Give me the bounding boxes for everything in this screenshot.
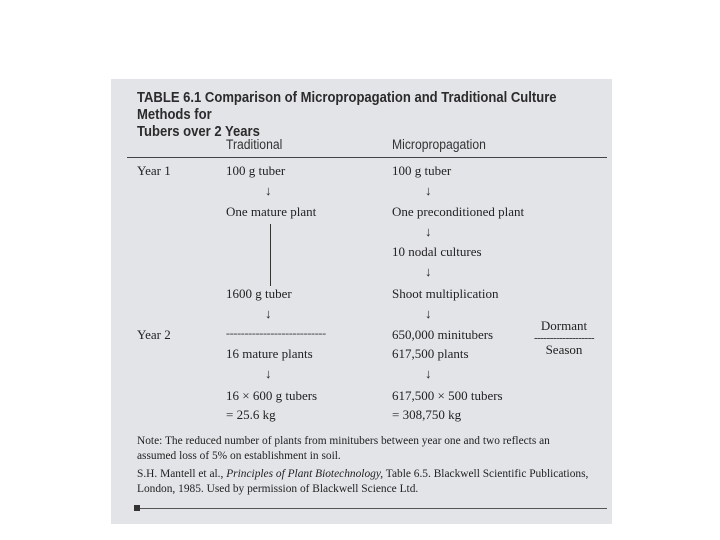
dormant-season-label bbox=[524, 318, 604, 358]
table-title bbox=[137, 90, 560, 141]
traditional-step-2: One mature plant bbox=[226, 204, 317, 219]
micro-step-5: 650,000 minitubers bbox=[392, 327, 494, 342]
year-2-label: Year 2 bbox=[137, 327, 171, 342]
micro-step-6: 617,500 plants bbox=[392, 346, 469, 361]
down-arrow-icon: ↓ bbox=[425, 366, 432, 381]
traditional-connector-line bbox=[270, 224, 271, 286]
table-title-line-2: Tubers over 2 Years bbox=[137, 124, 260, 140]
down-arrow-icon: ↓ bbox=[425, 306, 432, 321]
down-arrow-icon: ↓ bbox=[265, 306, 272, 321]
traditional-dashed-separator: --------------------------- bbox=[226, 326, 326, 340]
traditional-step-1: 100 g tuber bbox=[226, 163, 286, 178]
year-1-label: Year 1 bbox=[137, 163, 171, 178]
source-publisher: Table 6.5. Blackwell Scientific Publications, bbox=[383, 468, 589, 480]
table-title-line-1: TABLE 6.1 Comparison of Micropropagation and Traditional Culture Methods for bbox=[137, 90, 557, 123]
micro-step-7: 617,500 × 500 tubers bbox=[392, 388, 503, 403]
traditional-result: = 25.6 kg bbox=[226, 407, 276, 422]
down-arrow-icon: ↓ bbox=[425, 224, 432, 239]
footer-rule bbox=[137, 508, 607, 509]
micro-step-3: 10 nodal cultures bbox=[392, 244, 482, 259]
table-source bbox=[137, 467, 605, 497]
bullet-icon bbox=[134, 505, 140, 511]
table-note-line-1: Note: The reduced number of plants from minitubers between year one and two reflects an bbox=[137, 435, 550, 447]
traditional-step-5: 16 × 600 g tubers bbox=[226, 388, 318, 403]
dormant-dashed-separator: ------------------- bbox=[533, 332, 595, 344]
column-header-traditional: Traditional bbox=[226, 137, 283, 152]
season-text: Season bbox=[545, 342, 583, 357]
down-arrow-icon: ↓ bbox=[265, 366, 272, 381]
table-source-line-2: London, 1985. Used by permission of Blackwell Science Ltd. bbox=[137, 483, 419, 495]
table-note-line-2: assumed loss of 5% on establishment in soil. bbox=[137, 450, 341, 462]
column-header-micropropagation: Micropropagation bbox=[392, 137, 486, 152]
down-arrow-icon: ↓ bbox=[425, 264, 432, 279]
micro-step-4: Shoot multiplication bbox=[392, 286, 499, 301]
micro-step-2: One preconditioned plant bbox=[392, 204, 525, 219]
micro-step-1: 100 g tuber bbox=[392, 163, 452, 178]
down-arrow-icon: ↓ bbox=[265, 183, 272, 198]
source-book-title: Principles of Plant Biotechnology, bbox=[226, 468, 384, 480]
down-arrow-icon: ↓ bbox=[425, 183, 432, 198]
table-note bbox=[137, 434, 605, 464]
dormant-text: Dormant bbox=[540, 318, 588, 333]
table-source-line-1 bbox=[137, 467, 605, 482]
source-authors: S.H. Mantell et al., bbox=[137, 468, 227, 480]
traditional-step-3: 1600 g tuber bbox=[226, 286, 292, 301]
traditional-step-4: 16 mature plants bbox=[226, 346, 313, 361]
header-rule bbox=[127, 157, 607, 158]
micro-result: = 308,750 kg bbox=[392, 407, 462, 422]
